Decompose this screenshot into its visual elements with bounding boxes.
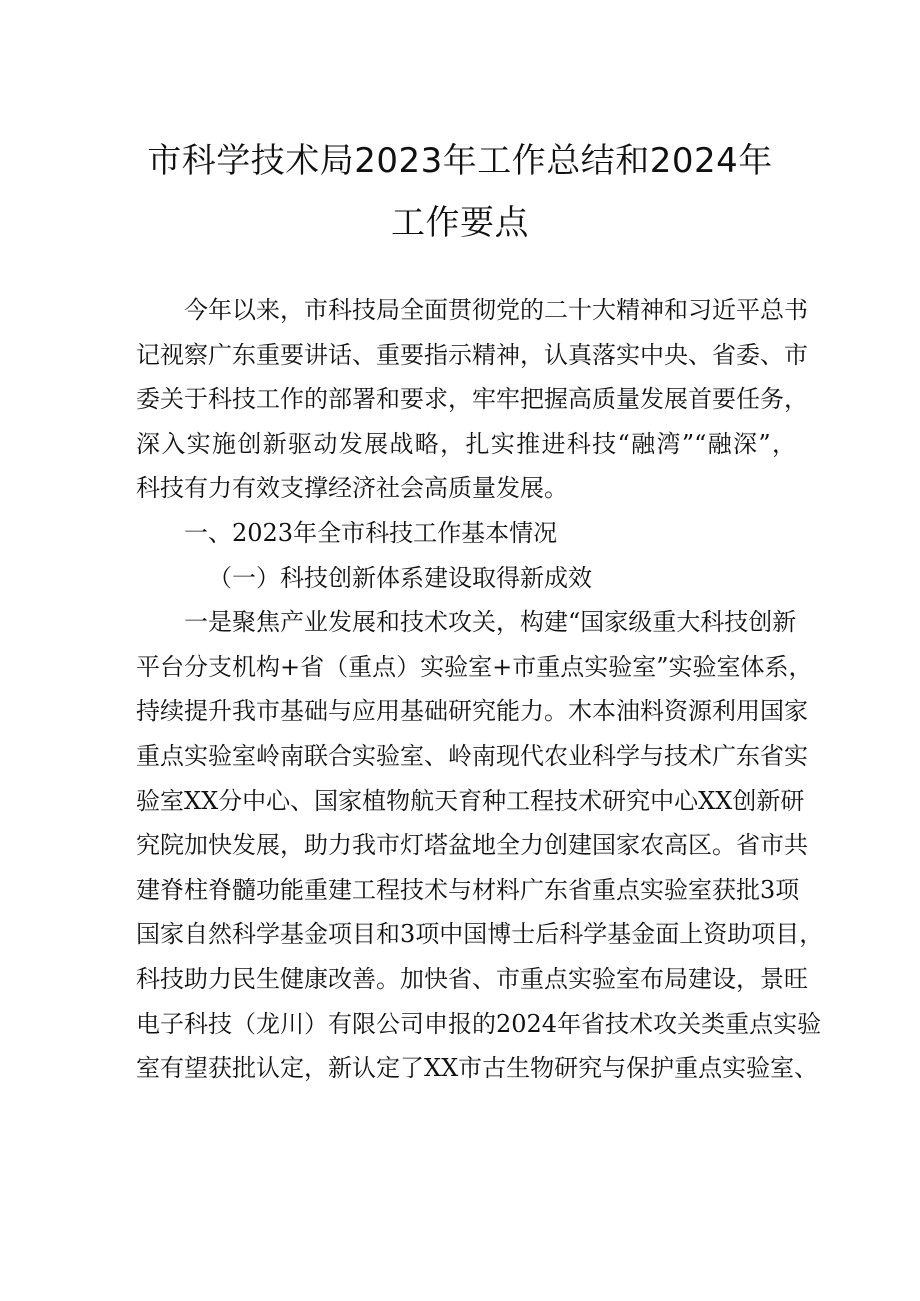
intro-line: 今年以来，市科技局全面贯彻党的二十大精神和习近平总书	[184, 296, 808, 324]
subsection-heading: （一）科技创新体系建设取得新成效	[208, 563, 592, 592]
document-body	[136, 288, 824, 1091]
paragraph-line: 平台分支机构+省（重点）实验室+市重点实验室”实验室体系，	[136, 652, 813, 681]
intro-line: 记视察广东重要讲话、重要指示精神，认真落实中央、省委、市	[136, 340, 808, 369]
paragraph-line: 室有望获批认定，新认定了XX市古生物研究与保护重点实验室、	[136, 1054, 819, 1083]
paragraph-line: 重点实验室岭南联合实验室、岭南现代农业科学与技术广东省实	[136, 741, 808, 770]
section-heading: 一、2023年全市科技工作基本情况	[184, 518, 558, 547]
intro-line: 委关于科技工作的部署和要求，牢牢把握高质量发展首要任务，	[136, 385, 808, 414]
paragraph-line: 持续提升我市基础与应用基础研究能力。木本油料资源利用国家	[136, 697, 808, 726]
paragraph-line: 科技助力民生健康改善。加快省、市重点实验室布局建设，景旺	[136, 964, 808, 993]
paragraph-line: 验室XX分中心、国家植物航天育种工程技术研究中心XX创新研	[136, 786, 805, 815]
document-title-line-2: 工作要点	[391, 203, 529, 243]
paragraph-line: 国家自然科学基金项目和3项中国博士后科学基金面上资助项目，	[136, 920, 824, 949]
intro-line: 深入实施创新驱动发展战略，扎实推进科技“融湾”“融深”，	[136, 429, 796, 458]
paragraph-line: 一是聚焦产业发展和技术攻关，构建“国家级重大科技创新	[184, 608, 797, 637]
intro-line: 科技有力有效支撑经济社会高质量发展。	[136, 474, 568, 503]
document-title-line-1: 市科学技术局2023年工作总结和2024年	[147, 141, 773, 181]
paragraph-line: 究院加快发展，助力我市灯塔盆地全力创建国家农高区。省市共	[136, 831, 808, 860]
paragraph-line: 电子科技（龙川）有限公司申报的2024年省技术攻关类重点实验	[136, 1009, 822, 1038]
paragraph-line: 建脊柱脊髓功能重建工程技术与材料广东省重点实验室获批3项	[136, 875, 800, 904]
